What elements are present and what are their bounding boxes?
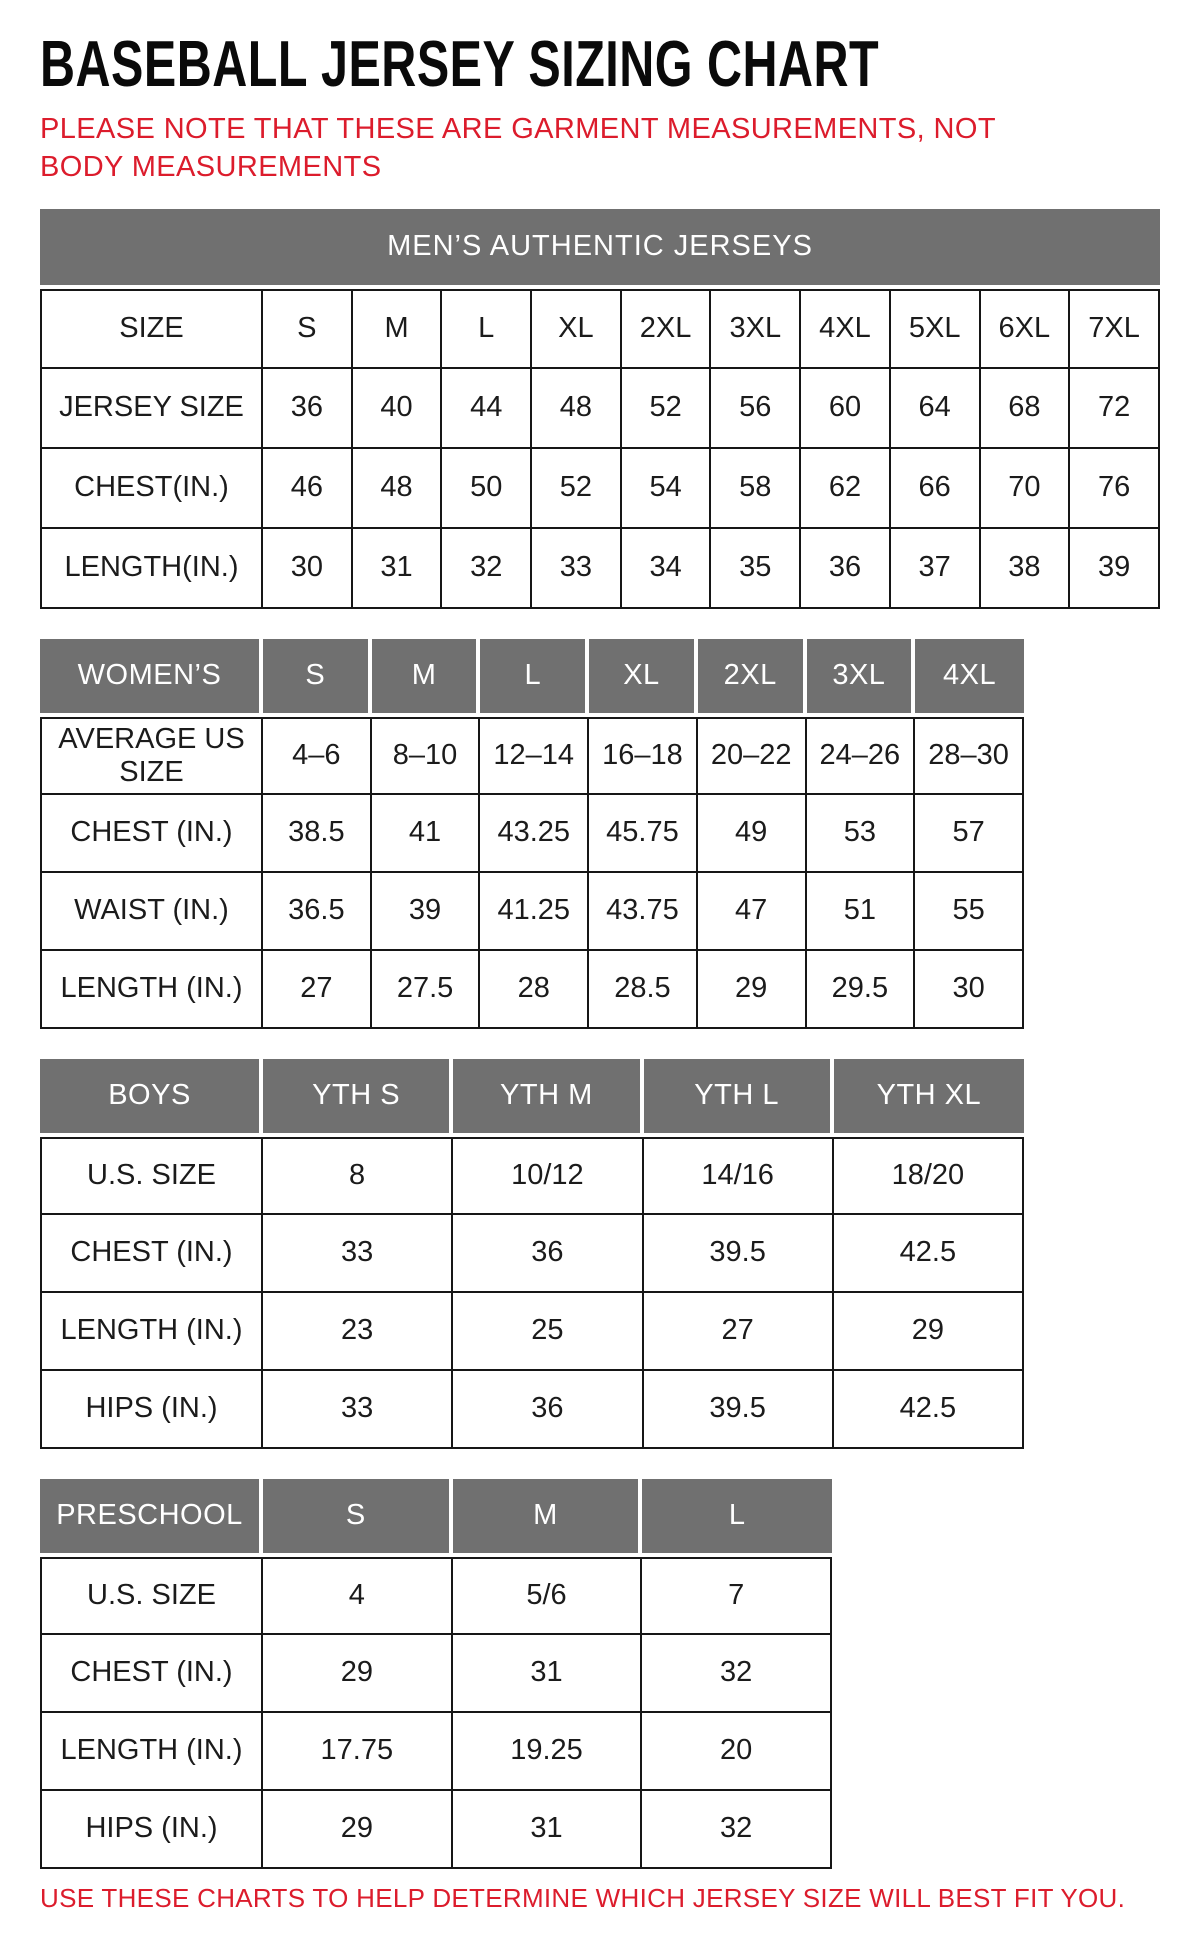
mens-sizing-table-banner: MEN’S AUTHENTIC JERSEYS (40, 209, 1160, 289)
table-row (40, 289, 1160, 369)
column-header: BOYS (40, 1059, 263, 1137)
value-cell: 40 (353, 369, 443, 449)
value-cell: 48 (353, 449, 443, 529)
column-header: 2XL (698, 639, 807, 717)
value-cell: 70 (981, 449, 1071, 529)
value-cell: 43.75 (589, 873, 698, 951)
table-row (40, 717, 1024, 795)
column-header: 4XL (915, 639, 1024, 717)
value-cell: 41 (372, 795, 481, 873)
value-cell: 2XL (622, 289, 712, 369)
row-label: U.S. SIZE (40, 1557, 263, 1635)
value-cell: 5/6 (453, 1557, 643, 1635)
value-cell: 36 (801, 529, 891, 609)
value-cell: XL (532, 289, 622, 369)
value-cell: 39 (372, 873, 481, 951)
column-header: M (453, 1479, 643, 1557)
table-row (40, 1713, 832, 1791)
header-row (40, 1059, 1024, 1137)
value-cell: 45.75 (589, 795, 698, 873)
value-cell: 57 (915, 795, 1024, 873)
value-cell: 48 (532, 369, 622, 449)
value-cell: 49 (698, 795, 807, 873)
column-header: PRESCHOOL (40, 1479, 263, 1557)
value-cell: 24–26 (807, 717, 916, 795)
value-cell: 18/20 (834, 1137, 1024, 1215)
value-cell: 29.5 (807, 951, 916, 1029)
value-cell: 7XL (1070, 289, 1160, 369)
value-cell: 37 (891, 529, 981, 609)
row-label: WAIST (IN.) (40, 873, 263, 951)
value-cell: 23 (263, 1293, 453, 1371)
value-cell: 29 (263, 1635, 453, 1713)
row-label: CHEST(IN.) (40, 449, 263, 529)
value-cell: 36.5 (263, 873, 372, 951)
value-cell: 44 (442, 369, 532, 449)
value-cell: 68 (981, 369, 1071, 449)
value-cell: 41.25 (480, 873, 589, 951)
row-label: CHEST (IN.) (40, 1215, 263, 1293)
row-label: JERSEY SIZE (40, 369, 263, 449)
value-cell: 29 (834, 1293, 1024, 1371)
value-cell: 28 (480, 951, 589, 1029)
table-row (40, 1215, 1024, 1293)
title-wrap (40, 26, 1160, 101)
value-cell: 76 (1070, 449, 1160, 529)
row-label: SIZE (40, 289, 263, 369)
value-cell: 3XL (711, 289, 801, 369)
value-cell: 36 (453, 1371, 643, 1449)
row-label: U.S. SIZE (40, 1137, 263, 1215)
value-cell: 8 (263, 1137, 453, 1215)
row-label: AVERAGE US SIZE (40, 717, 263, 795)
value-cell: M (353, 289, 443, 369)
footer-note: USE THESE CHARTS TO HELP DETERMINE WHICH JERSEY SIZE WILL BEST FIT YOU. (40, 1882, 1126, 1913)
row-label: CHEST (IN.) (40, 1635, 263, 1713)
value-cell: 33 (263, 1215, 453, 1293)
table-row (40, 1137, 1024, 1215)
garment-measurement-note: PLEASE NOTE THAT THESE ARE GARMENT MEASUREMENTS, NOT BODY MEASUREMENTS (40, 113, 996, 184)
value-cell: 30 (915, 951, 1024, 1029)
value-cell: 31 (453, 1791, 643, 1869)
value-cell: 36 (453, 1215, 643, 1293)
value-cell: 6XL (981, 289, 1071, 369)
value-cell: 52 (532, 449, 622, 529)
value-cell: 32 (442, 529, 532, 609)
table-row (40, 369, 1160, 449)
value-cell: 31 (353, 529, 443, 609)
column-header: 3XL (807, 639, 916, 717)
table-row (40, 1635, 832, 1713)
value-cell: 55 (915, 873, 1024, 951)
column-header: L (480, 639, 589, 717)
row-label: HIPS (IN.) (40, 1371, 263, 1449)
table-row (40, 873, 1024, 951)
row-label: LENGTH(IN.) (40, 529, 263, 609)
column-header: L (642, 1479, 832, 1557)
value-cell: 72 (1070, 369, 1160, 449)
value-cell: 5XL (891, 289, 981, 369)
value-cell: 17.75 (263, 1713, 453, 1791)
boys-sizing-table (40, 1059, 1024, 1449)
value-cell: 39 (1070, 529, 1160, 609)
value-cell: 42.5 (834, 1371, 1024, 1449)
value-cell: 20 (642, 1713, 832, 1791)
value-cell: 32 (642, 1791, 832, 1869)
value-cell: 20–22 (698, 717, 807, 795)
value-cell: 47 (698, 873, 807, 951)
value-cell: 4 (263, 1557, 453, 1635)
row-label: LENGTH (IN.) (40, 1713, 263, 1791)
value-cell: 53 (807, 795, 916, 873)
value-cell: 36 (263, 369, 353, 449)
value-cell: 16–18 (589, 717, 698, 795)
womens-sizing-table (40, 639, 1024, 1029)
value-cell: 54 (622, 449, 712, 529)
value-cell: 35 (711, 529, 801, 609)
column-header: M (372, 639, 481, 717)
column-header: S (263, 1479, 453, 1557)
value-cell: 33 (532, 529, 622, 609)
value-cell: S (263, 289, 353, 369)
value-cell: 32 (642, 1635, 832, 1713)
header-row (40, 1479, 832, 1557)
value-cell: 28–30 (915, 717, 1024, 795)
value-cell: 31 (453, 1635, 643, 1713)
value-cell: 62 (801, 449, 891, 529)
table-row (40, 529, 1160, 609)
value-cell: 25 (453, 1293, 643, 1371)
preschool-sizing-table (40, 1479, 832, 1869)
value-cell: 38 (981, 529, 1071, 609)
value-cell: 8–10 (372, 717, 481, 795)
value-cell: 14/16 (644, 1137, 834, 1215)
value-cell: 50 (442, 449, 532, 529)
column-header: XL (589, 639, 698, 717)
column-header: WOMEN’S (40, 639, 263, 717)
page-title: BASEBALL JERSEY SIZING CHART (40, 27, 880, 101)
value-cell: 34 (622, 529, 712, 609)
table-row (40, 449, 1160, 529)
row-label: LENGTH (IN.) (40, 951, 263, 1029)
value-cell: 27.5 (372, 951, 481, 1029)
value-cell: 28.5 (589, 951, 698, 1029)
header-row (40, 639, 1024, 717)
table-row (40, 951, 1024, 1029)
row-label: HIPS (IN.) (40, 1791, 263, 1869)
value-cell: 51 (807, 873, 916, 951)
column-header: S (263, 639, 372, 717)
value-cell: 39.5 (644, 1371, 834, 1449)
column-header: YTH S (263, 1059, 453, 1137)
value-cell: 43.25 (480, 795, 589, 873)
value-cell: 30 (263, 529, 353, 609)
value-cell: 33 (263, 1371, 453, 1449)
value-cell: 66 (891, 449, 981, 529)
value-cell: 29 (698, 951, 807, 1029)
value-cell: 38.5 (263, 795, 372, 873)
value-cell: 42.5 (834, 1215, 1024, 1293)
value-cell: 7 (642, 1557, 832, 1635)
value-cell: 10/12 (453, 1137, 643, 1215)
value-cell: 29 (263, 1791, 453, 1869)
table-row (40, 795, 1024, 873)
column-header: YTH M (453, 1059, 643, 1137)
mens-sizing-table (40, 209, 1160, 609)
column-header: YTH XL (834, 1059, 1024, 1137)
value-cell: 27 (263, 951, 372, 1029)
value-cell: 60 (801, 369, 891, 449)
value-cell: 27 (644, 1293, 834, 1371)
value-cell: 12–14 (480, 717, 589, 795)
table-row (40, 1371, 1024, 1449)
table-row (40, 1293, 1024, 1371)
value-cell: 64 (891, 369, 981, 449)
value-cell: 39.5 (644, 1215, 834, 1293)
value-cell: 4XL (801, 289, 891, 369)
table-row (40, 1791, 832, 1869)
value-cell: 56 (711, 369, 801, 449)
value-cell: 4–6 (263, 717, 372, 795)
table-row (40, 1557, 832, 1635)
value-cell: L (442, 289, 532, 369)
value-cell: 52 (622, 369, 712, 449)
column-header: YTH L (644, 1059, 834, 1137)
value-cell: 19.25 (453, 1713, 643, 1791)
value-cell: 46 (263, 449, 353, 529)
value-cell: 58 (711, 449, 801, 529)
row-label: CHEST (IN.) (40, 795, 263, 873)
row-label: LENGTH (IN.) (40, 1293, 263, 1371)
